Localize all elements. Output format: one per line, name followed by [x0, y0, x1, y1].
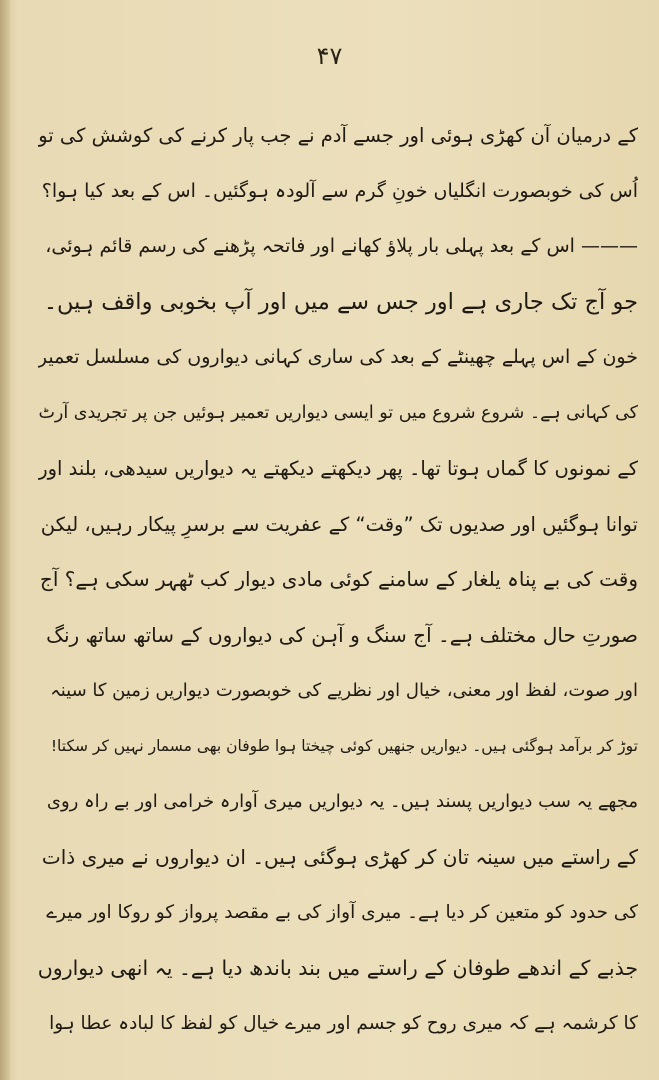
text-line: ——— اس کے بعد پہلی بار پلاؤ کھانے اور فاتحہ پڑھنے کی رسم قائم ہوئی، [45, 235, 638, 257]
text-line: مجھے یہ سب دیواریں پسند ہیں۔ یہ دیواریں میری آوارہ خرامی اور بے راہ روی [46, 791, 638, 812]
text-line: کا کرشمہ ہے کہ میری روح کو جسم اور میرے خیال کو لفظ کا لبادہ عطا ہوا [49, 1013, 638, 1034]
text-line: خون کے اس پہلے چھینٹے کے بعد کی ساری کہانی دیواروں کی مسلسل تعمیر [38, 346, 638, 368]
text-line: کی کہانی ہے۔ شروع شروع میں تو ایسی دیواریں تعمیر ہوئیں جن پر تجریدی آرٹ [38, 402, 638, 423]
text-line: توانا ہوگئیں اور صدیوں تک ”وقت“ کے عفریت سے برسرِ پیکار رہیں، لیکن [40, 512, 638, 536]
text-line: جو آج تک جاری ہے اور جس سے میں اور آپ بخوبی واقف ہیں۔ [43, 288, 638, 315]
text-line: صورتِ حال مختلف ہے۔ آج سنگ و آہن کی دیواروں کے ساتھ ساتھ رنگ [46, 622, 638, 647]
text-line: کے راستے میں سینہ تان کر کھڑی ہوگئی ہیں۔ ان دیواروں نے میری ذات [41, 844, 638, 869]
text-line: اُس کی خوبصورت انگلیاں خونِ گرم سے آلودہ ہوگئیں۔ اس کے بعد کیا ہوا؟ [41, 179, 638, 202]
text-line: کے نمونوں کا گماں ہوتا تھا۔ پھر دیکھتے دیکھتے یہ دیواریں سیدھی، بلند اور [38, 457, 638, 480]
text-line: کی حدود کو متعین کر دیا ہے۔ میری آواز کی بے مقصد پرواز کو روکا اور میرے [46, 902, 638, 923]
page-binding-edge [0, 0, 10, 1080]
body-text [38, 108, 638, 1052]
text-line: اور صوت، لفظ اور معنی، خیال اور نظریے کی خوبصورت دیواریں زمین کا سینہ [50, 680, 638, 701]
text-line: وقت کی بے پناہ یلغار کے سامنے کوئی مادی دیوار کب ٹھہر سکی ہے؟ آج [39, 567, 638, 591]
text-line: توڑ کر برآمد ہوگئی ہیں۔ دیواریں جنھیں کوئی چیختا ہوا طوفان بھی مسمار نہیں کر سکتا! [50, 736, 638, 755]
text-line: جذبے کے اندھے طوفان کے راستے میں بند باندھ دیا ہے۔ یہ انھی دیواروں [38, 955, 638, 980]
page-number: ۴۷ [316, 42, 343, 70]
text-line: کے درمیان آن کھڑی ہوئی اور جسے آدم نے جب پار کرنے کی کوشش کی تو [38, 124, 638, 147]
